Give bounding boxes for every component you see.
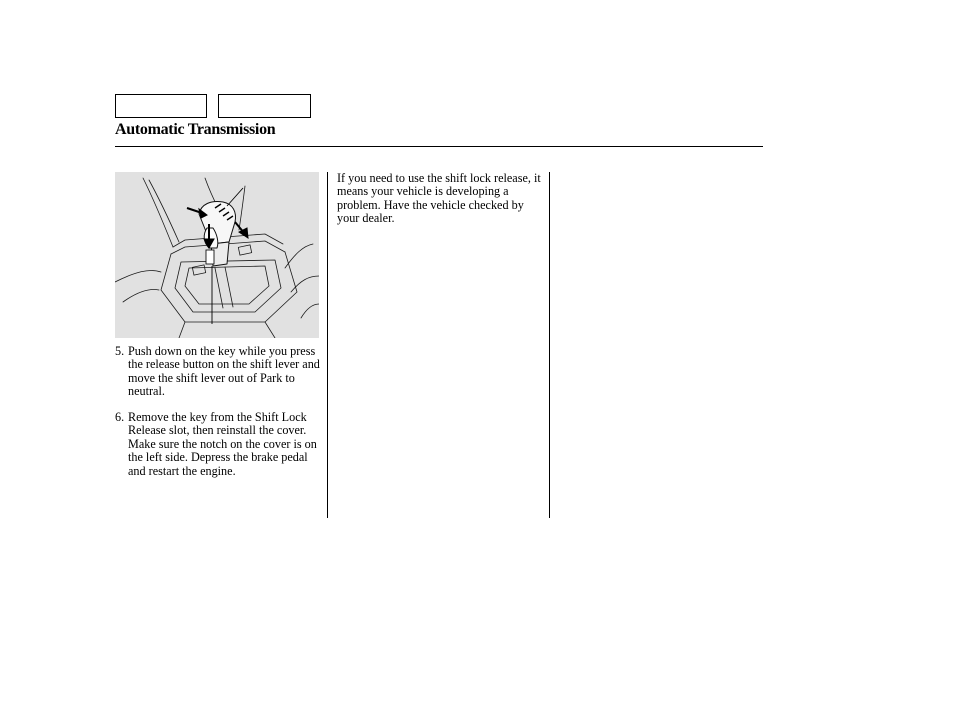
shift-lock-release-illustration: [115, 172, 319, 338]
column-divider-left: [327, 172, 328, 518]
shift-lever-drawing: [115, 172, 319, 338]
shift-lock-note: If you need to use the shift lock release, it means your vehicle is developing a problem. Have the vehicle checked by your dealer.: [337, 171, 541, 226]
step-text: Push down on the key while you press the release button on the shift lever and move the shift lever out of Park to neutral.: [128, 344, 320, 399]
step-number: 5.: [115, 344, 125, 358]
column-divider-right: [549, 172, 550, 518]
nav-tab-button-2[interactable]: [218, 94, 311, 118]
procedure-steps: [115, 345, 325, 490]
step-text: Remove the key from the Shift Lock Release slot, then reinstall the cover. Make sure the notch on the cover is on the left side. Depress the brake pedal and restart the engine.: [128, 410, 317, 478]
step-number: 6.: [115, 410, 125, 425]
nav-tab-button-1[interactable]: [115, 94, 207, 118]
step-item-5: [115, 345, 325, 399]
step-item-6: [115, 411, 325, 478]
title-divider: [115, 146, 763, 147]
section-title: Automatic Transmission: [115, 121, 276, 138]
